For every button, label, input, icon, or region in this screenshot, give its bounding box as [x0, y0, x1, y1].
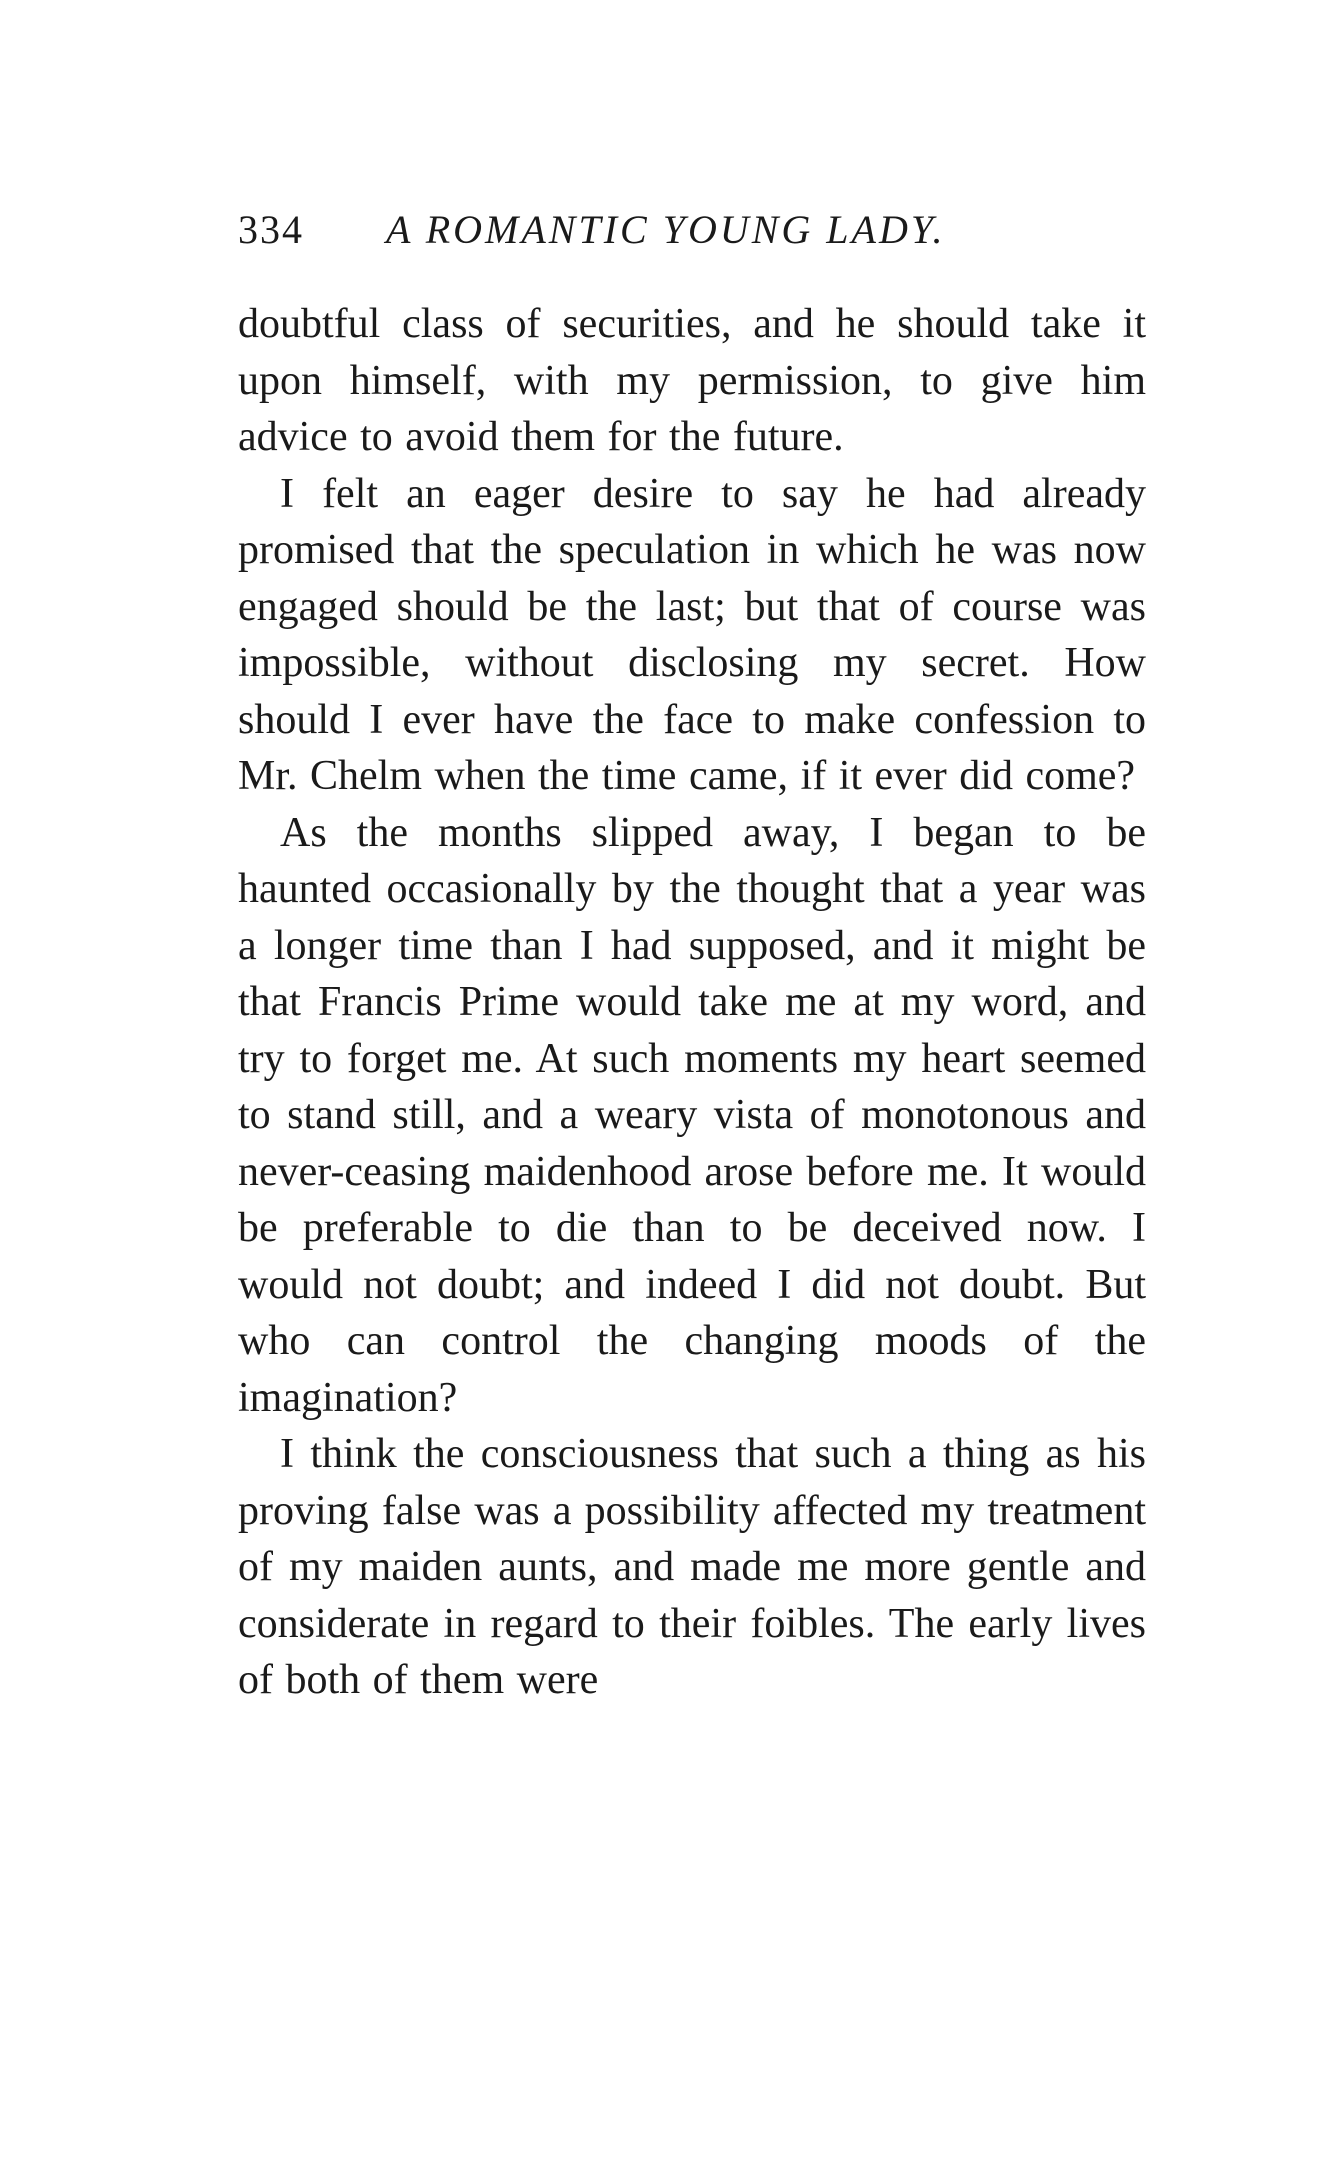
- running-head: [238, 206, 1138, 266]
- paragraph: I felt an eager desire to say he had already promised that the speculation in which he was now engaged should be the last; but that of course was impossible, without disclosing my secret. How should I ever have the face to make confession to Mr. Chelm when the time came, if it ever did come?: [238, 470, 1146, 799]
- paragraph: I think the consciousness that such a thing as his proving false was a possibility affected my treatment of my maiden aunts, and made me more gentle and considerate in regard to their foibles. The early lives of both of them were: [238, 1431, 1146, 1703]
- text-body: [238, 296, 1146, 1709]
- paragraph: As the months slipped away, I began to be haunted occasionally by the thought that a year was a longer time than I had supposed, and it might be that Francis Prime would take me at my word, and try to forget me. At such moments my heart seemed to stand still, and a weary vista of monotonous and never-ceasing maidenhood arose before me. It would be preferable to die than to be deceived now. I would not doubt; and indeed I did not doubt. But who can control the changing moods of the imagination?: [238, 809, 1146, 1421]
- running-title: A ROMANTIC YOUNG LADY.: [386, 207, 946, 252]
- paragraph-continued: doubtful class of securities, and he should take it upon himself, with my permission, to give him advice to avoid them for the future.: [238, 301, 1146, 460]
- page-number: 334: [238, 207, 304, 252]
